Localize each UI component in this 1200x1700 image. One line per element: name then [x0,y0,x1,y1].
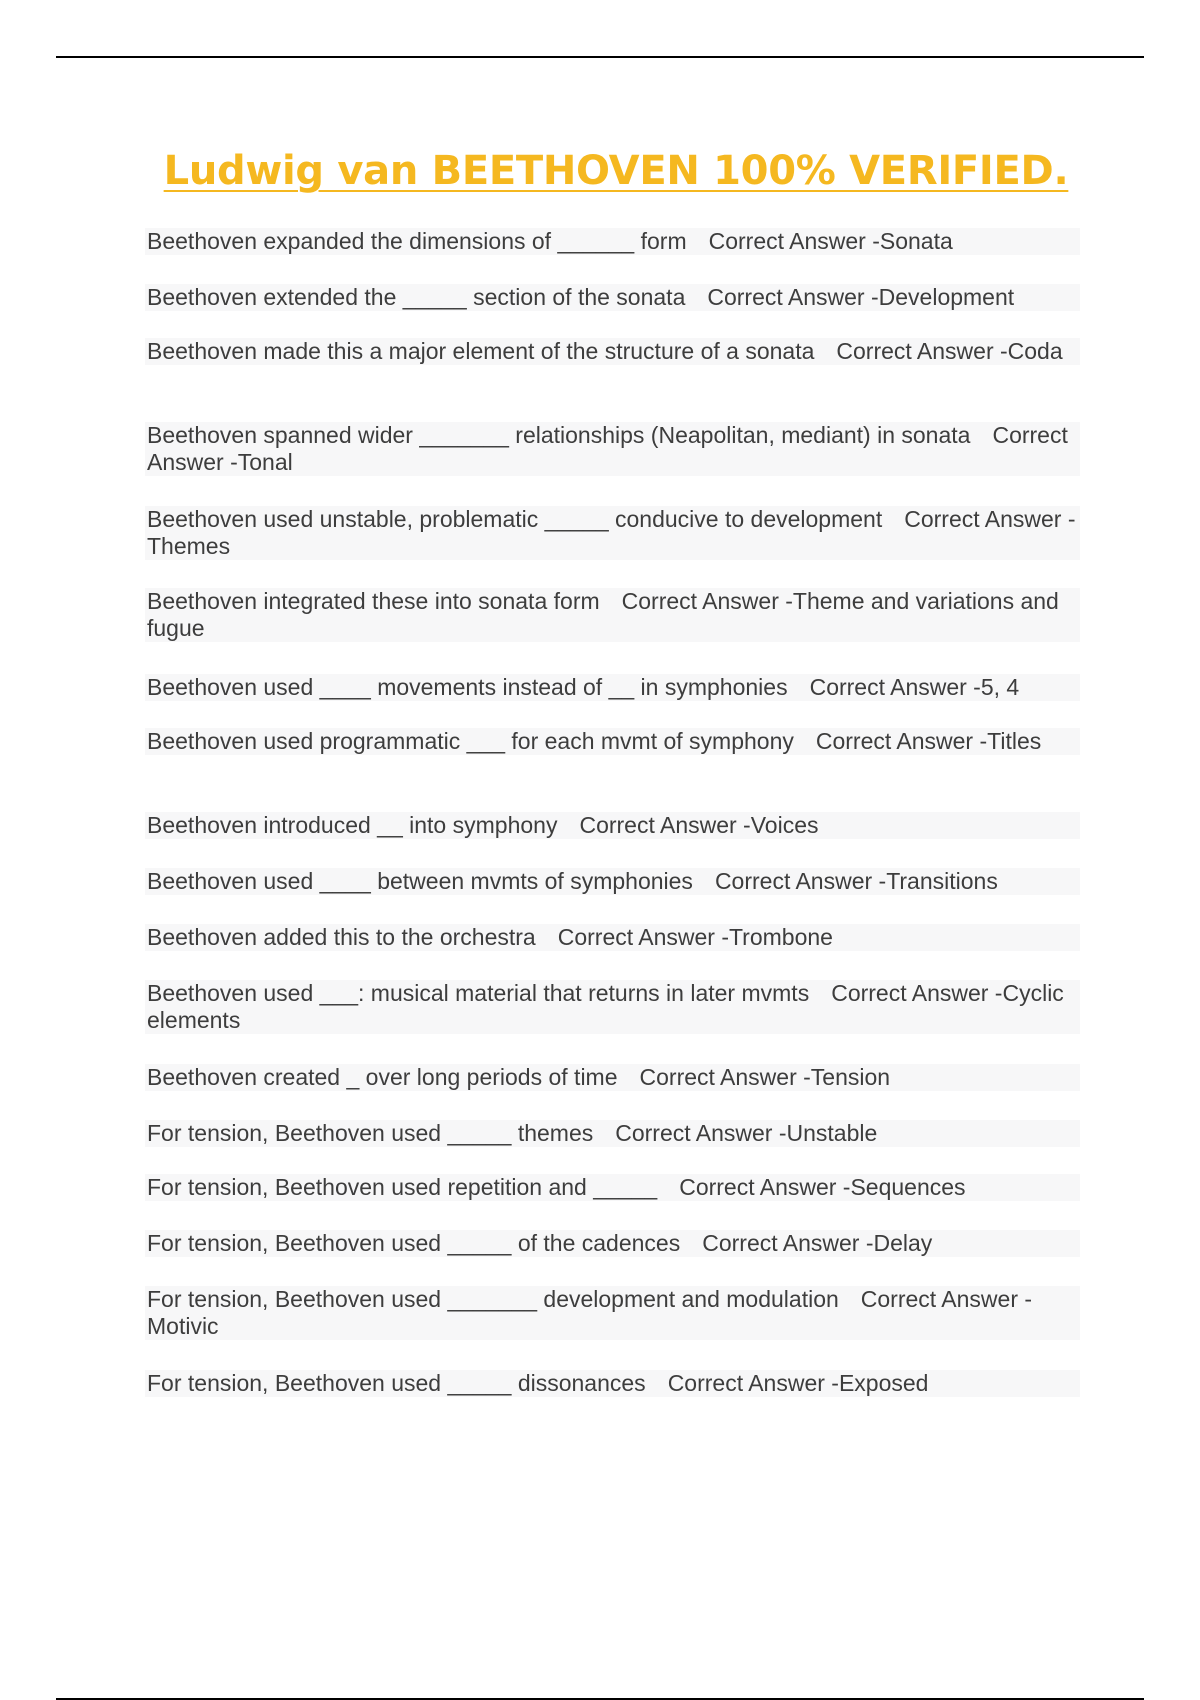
question-text: For tension, Beethoven used repetition and _____ [147,1174,658,1200]
answer-text: Correct Answer -Tonal [147,422,1068,475]
answer-text: Correct Answer -Themes [147,506,1076,559]
answer-text: Correct Answer -Trombone [557,924,833,950]
qa-item [145,1230,1080,1257]
question-text: Beethoven added this to the orchestra [147,924,536,950]
question-text: For tension, Beethoven used _____ of the cadences [147,1230,681,1256]
qa-item [145,284,1080,311]
top-rule [56,56,1144,58]
question-text: For tension, Beethoven used _____ dissonances [147,1370,646,1396]
answer-text: Correct Answer -Tension [639,1064,891,1090]
answer-text: Correct Answer -Sonata [708,228,953,254]
qa-item [145,1064,1080,1091]
answer-text: Correct Answer -Delay [702,1230,933,1256]
question-text: Beethoven used ____ movements instead of __ in symphonies [147,674,788,700]
answer-text: Correct Answer -Motivic [147,1286,1033,1339]
question-text: Beethoven used ___: musical material that returns in later mvmts [147,980,810,1006]
answer-text: Correct Answer -Development [707,284,1015,310]
answer-text: Correct Answer -Unstable [615,1120,878,1146]
qa-item [145,674,1080,701]
qa-item [145,1120,1080,1147]
question-text: Beethoven spanned wider _______ relationships (Neapolitan, mediant) in sonata [147,422,971,448]
qa-item [145,868,1080,895]
qa-item [145,228,1080,255]
qa-item [145,506,1080,560]
question-text: Beethoven introduced __ into symphony [147,812,558,838]
qa-item [145,1370,1080,1397]
question-text: Beethoven expanded the dimensions of ______ form [147,228,687,254]
answer-text: Correct Answer -Transitions [714,868,998,894]
question-text: For tension, Beethoven used _____ themes [147,1120,594,1146]
question-text: Beethoven extended the _____ section of the sonata [147,284,686,310]
question-text: Beethoven made this a major element of the structure of a sonata [147,338,815,364]
answer-text: Correct Answer -Sequences [679,1174,966,1200]
qa-item [145,812,1080,839]
answer-text: Correct Answer -Titles [815,728,1042,754]
question-text: Beethoven created _ over long periods of time [147,1064,618,1090]
document-title-text: Ludwig van BEETHOVEN 100% VERIFIED. [163,148,1069,194]
qa-item [145,422,1080,476]
answer-text: Correct Answer -Voices [579,812,819,838]
question-text: Beethoven used programmatic ___ for each mvmt of symphony [147,728,794,754]
answer-text: Correct Answer -5, 4 [809,674,1020,700]
answer-text: Correct Answer -Theme and variations and fugue [147,588,1059,641]
qa-item [145,980,1080,1034]
question-text: Beethoven used unstable, problematic _____ conducive to development [147,506,883,532]
question-text: For tension, Beethoven used _______ development and modulation [147,1286,839,1312]
qa-item [145,338,1080,365]
question-text: Beethoven integrated these into sonata form [147,588,600,614]
qa-item [145,1286,1080,1340]
document-title [0,148,1200,194]
qa-item [145,728,1080,755]
answer-text: Correct Answer -Cyclic elements [147,980,1064,1033]
question-text: Beethoven used ____ between mvmts of symphonies [147,868,693,894]
answer-text: Correct Answer -Exposed [667,1370,929,1396]
qa-item [145,1174,1080,1201]
answer-text: Correct Answer -Coda [836,338,1063,364]
qa-item [145,588,1080,642]
qa-item [145,924,1080,951]
